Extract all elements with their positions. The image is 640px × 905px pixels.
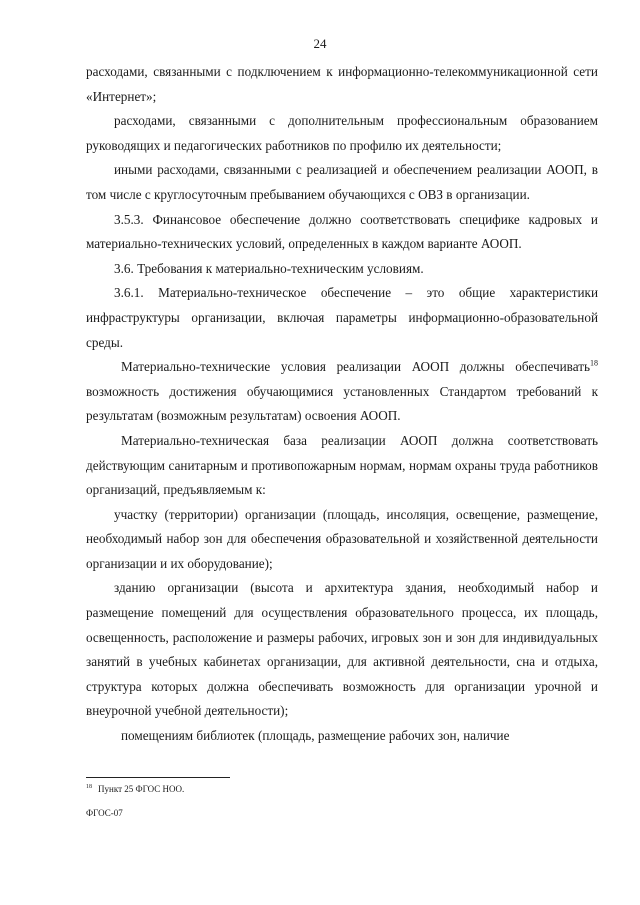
paragraph-6: 3.6.1. Материально-техническое обеспечение – это общие характеристики инфраструктуры организации, включая параметры информационно-образовательной среды. (86, 285, 598, 350)
footnote-mark: 18 (86, 784, 92, 790)
body-text (86, 60, 598, 749)
paragraph-10: зданию организации (высота и архитектура здания, необходимый набор и размещение помещений для осуществления образовательного процесса, их площадь, освещенность, расположение и размеры рабочих, игровых зон и зон для индивидуальных занятий в учебных кабинетах организации, для активной деятельности, сна и отдыха, структура которых должна обеспечивать возможность для организации урочной и внеурочной учебной деятельности); (86, 580, 598, 719)
document-code: ФГОС-07 (86, 808, 123, 818)
paragraph-7 (86, 355, 598, 429)
paragraph-1: расходами, связанными с подключением к информационно-телекоммуникационной сети «Интернет»; (86, 64, 598, 104)
footnote (86, 784, 184, 794)
footnote-text: Пункт 25 ФГОС НОО. (98, 784, 185, 794)
paragraph-4: 3.5.3. Финансовое обеспечение должно соответствовать специфике кадровых и материально-технических условий, определенных в каждом варианте АООП. (86, 211, 598, 252)
paragraph-9: участку (территории) организации (площадь, инсоляция, освещение, размещение, необходимый набор зон для обеспечения образовательной и хозяйственной деятельности организации и их оборудование); (86, 506, 598, 571)
footnote-divider (86, 777, 230, 778)
paragraph-7-end: возможность достижения обучающимися установленных Стандартом требований к результатам (возможным результатам) освоения АООП. (86, 383, 598, 424)
footnote-reference: 18 (590, 358, 598, 368)
paragraph-11: помещениям библиотек (площадь, размещение рабочих зон, наличие (121, 728, 510, 744)
paragraph-5: 3.6. Требования к материально-техническим условиям. (114, 260, 424, 276)
paragraph-3: иными расходами, связанными с реализацией и обеспечением реализации АООП, в том числе с круглосуточным пребыванием обучающихся с ОВЗ в организации. (86, 162, 598, 202)
paragraph-8: Материально-техническая база реализации АООП должна соответствовать действующим санитарным и противопожарным нормам, нормам охраны труда работников организаций, предъявляемым к: (86, 432, 598, 498)
page-number: 24 (313, 36, 327, 51)
paragraph-2: расходами, связанными с дополнительным профессиональным образованием руководящих и педагогических работников по профилю их деятельности; (86, 113, 598, 153)
paragraph-7-start: Материально-технические условия реализации АООП должны обеспечивать (121, 359, 590, 375)
